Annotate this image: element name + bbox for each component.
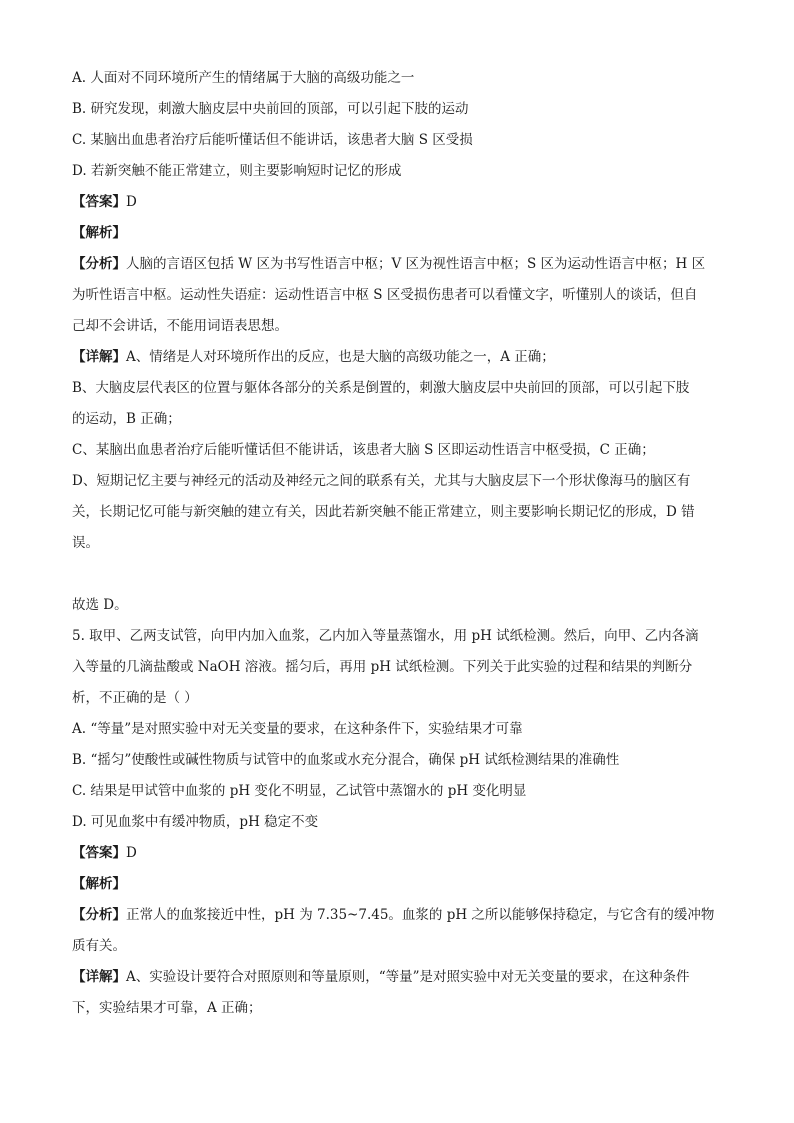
q4-xiangjie-line-4: C、某脑出血患者治疗后能听懂话但不能讲话，该患者大脑 S 区即运动性语言中枢受损，C 正确； [72, 442, 655, 458]
q4-conclusion: 故选 D。 [72, 597, 128, 613]
q5-fenxi-line-2: 质有关。 [72, 938, 126, 954]
spacer [72, 559, 724, 590]
q5-xiangjie [72, 962, 724, 1024]
q4-option-c: C. 某脑出血患者治疗后能听懂话但不能讲话，该患者大脑 S 区受损 [72, 132, 473, 148]
q4-fenxi-line-2: 为听性语言中枢。运动性失语症：运动性语言中枢 S 区受损伤患者可以看懂文字，听懂别人的谈话，但自 [72, 287, 698, 303]
q4-xiangjie-line-5: D、短期记忆主要与神经元的活动及神经元之间的联系有关，尤其与大脑皮层下一个形状像海马的脑区有 [72, 473, 691, 489]
q4-answer-value: D [126, 194, 137, 210]
q4-option-d: D. 若新突触不能正常建立，则主要影响短时记忆的形成 [72, 163, 402, 179]
q4-xiangjie-line-3: 的运动，B 正确； [72, 411, 181, 427]
q5-option-a: A. “等量”是对照实验中对无关变量的要求，在这种条件下，实验结果才可靠 [72, 721, 523, 737]
q4-xiangjie-line-7: 误。 [72, 535, 99, 551]
q5-xiangjie-line-2: 下，实验结果才可靠，A 正确； [72, 1000, 262, 1016]
q5-answer-label: 【答案】 [72, 845, 126, 861]
q4-option-b: B. 研究发现，刺激大脑皮层中央前回的顶部，可以引起下肢的运动 [72, 101, 469, 117]
q4-answer-label: 【答案】 [72, 194, 126, 210]
page-content [72, 63, 724, 1024]
q5-option-c: C. 结果是甲试管中血浆的 pH 变化不明显，乙试管中蒸馏水的 pH 变化明显 [72, 783, 527, 799]
q4-xiangjie-line-6: 关，长期记忆可能与新突触的建立有关，因此若新突触不能正常建立，则主要影响长期记忆的形成，D 错 [72, 504, 695, 520]
q4-fenxi-label: 【分析】 [72, 256, 126, 272]
q5-options [72, 714, 724, 838]
q5-fenxi [72, 900, 724, 962]
q5-stem-line-3: 析，不正确的是（ ） [72, 690, 198, 706]
q5-stem [72, 621, 724, 714]
q4-fenxi-line-1: 人脑的言语区包括 W 区为书写性语言中枢；V 区为视性语言中枢；S 区为运动性语言中枢；H 区 [126, 256, 706, 272]
q4-fenxi-line-3: 己却不会讲话，不能用词语表思想。 [72, 318, 288, 334]
q5-xiangjie-label: 【详解】 [72, 969, 126, 985]
q4-answer [72, 187, 724, 218]
q5-xiangjie-line-1: A、实验设计要符合对照原则和等量原则，“等量”是对照实验中对无关变量的要求，在这种条件 [126, 969, 690, 985]
q5-option-d: D. 可见血浆中有缓冲物质，pH 稳定不变 [72, 814, 319, 830]
q5-fenxi-label: 【分析】 [72, 907, 126, 923]
q4-analysis-heading: 【解析】 [72, 225, 126, 241]
q4-xiangjie-line-2: B、大脑皮层代表区的位置与躯体各部分的关系是倒置的，刺激大脑皮层中央前回的顶部，可以引起下肢 [72, 380, 690, 396]
q5-fenxi-line-1: 正常人的血浆接近中性，pH 为 7.35~7.45。血浆的 pH 之所以能够保持稳定，与它含有的缓冲物 [126, 907, 715, 923]
q4-fenxi [72, 249, 724, 342]
q5-option-b: B. “摇匀”使酸性或碱性物质与试管中的血浆或水充分混合，确保 pH 试纸检测结果的准确性 [72, 752, 620, 768]
q4-option-a: A. 人面对不同环境所产生的情绪属于大脑的高级功能之一 [72, 70, 415, 86]
q5-stem-line-1: 5. 取甲、乙两支试管，向甲内加入血浆，乙内加入等量蒸馏水，用 pH 试纸检测。然后，向甲、乙内各滴 [72, 628, 699, 644]
q4-xiangjie-line-1: A、情绪是人对环境所作出的反应，也是大脑的高级功能之一，A 正确； [126, 349, 555, 365]
q4-options [72, 63, 724, 187]
q5-stem-line-2: 入等量的几滴盐酸或 NaOH 溶液。摇匀后，再用 pH 试纸检测。下列关于此实验的过程和结果的判断分 [72, 659, 693, 675]
q5-answer-value: D [126, 845, 137, 861]
q4-xiangjie [72, 342, 724, 559]
q5-answer [72, 838, 724, 869]
q5-analysis-heading: 【解析】 [72, 876, 126, 892]
q4-xiangjie-label: 【详解】 [72, 349, 126, 365]
